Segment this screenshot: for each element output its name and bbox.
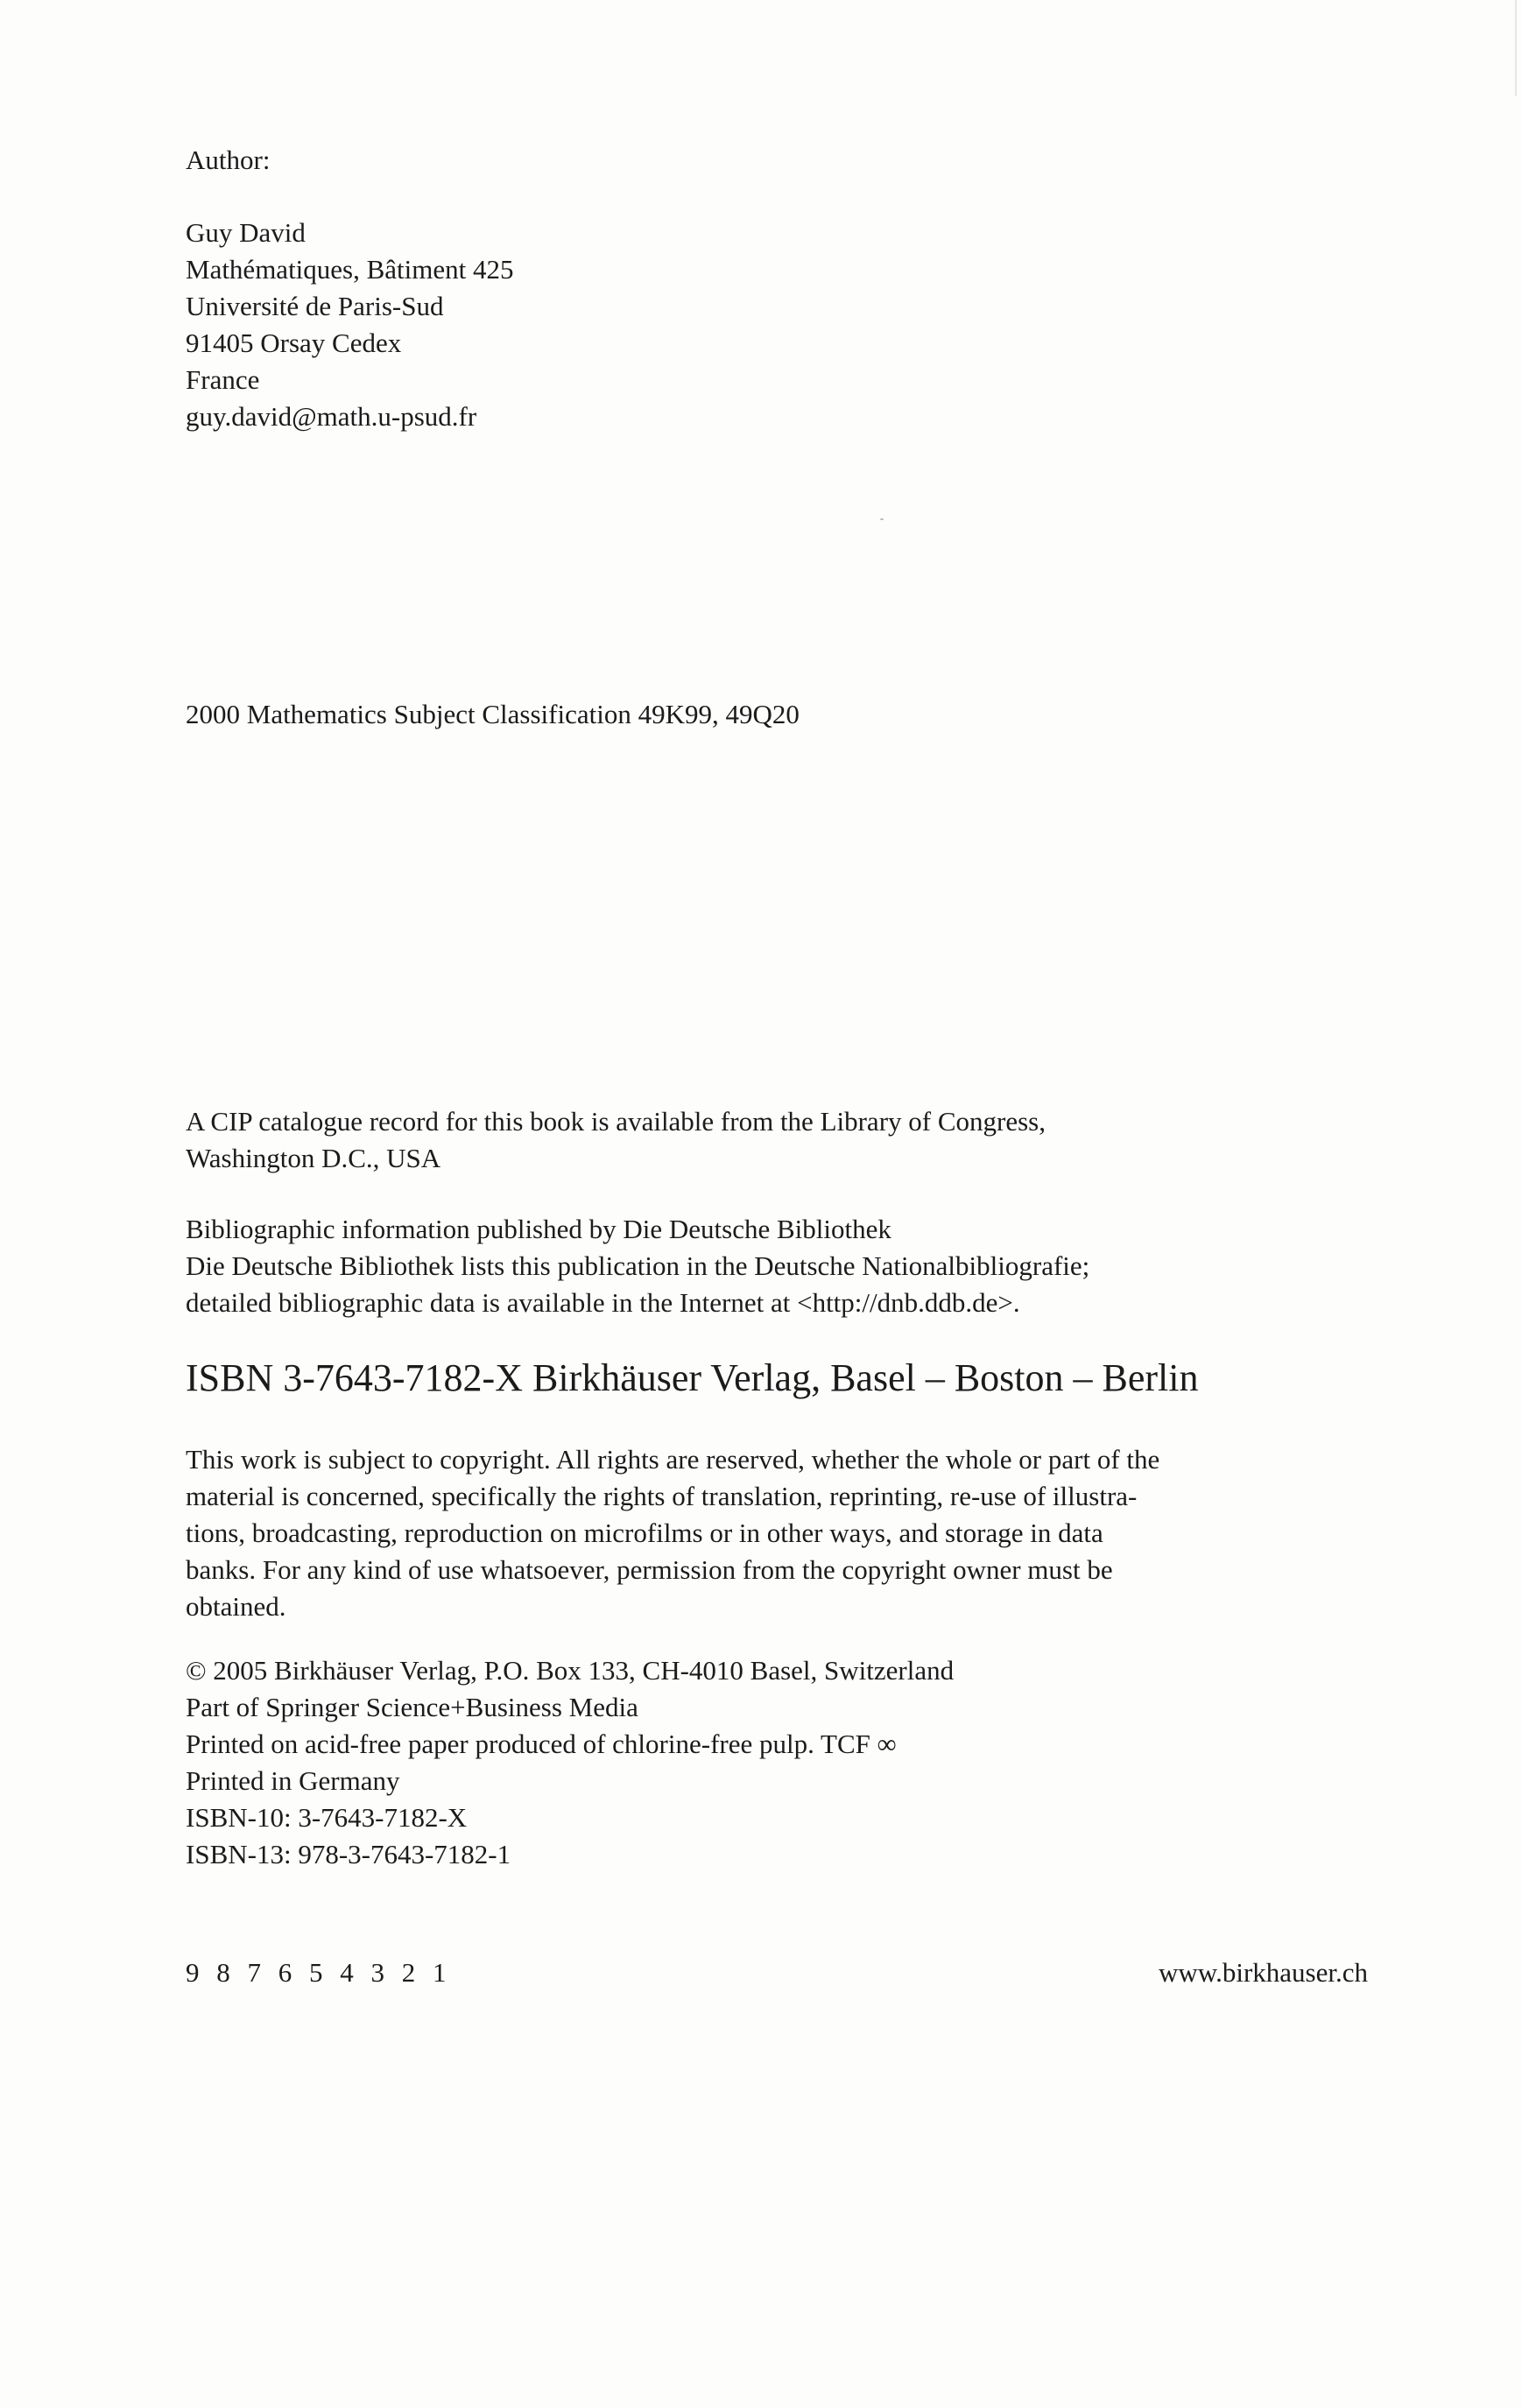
copyright-notice-line: tions, broadcasting, reproduction on microfilms or in other ways, and storage in data [186,1517,1103,1548]
author-address [186,215,514,435]
cip-line: Washington D.C., USA [186,1143,441,1173]
copyright-notice-line: material is concerned, specifically the rights of translation, reprinting, re-use of illustra- [186,1481,1138,1511]
author-name: Guy David [186,217,306,248]
scan-edge-mark [1515,0,1517,96]
isbn-headline: ISBN 3-7643-7182-X Birkhäuser Verlag, Basel – Boston – Berlin [186,1356,1199,1399]
cip-line: A CIP catalogue record for this book is available from the Library of Congress, [186,1106,1046,1137]
publisher-imprint [186,1652,954,1873]
author-department: Mathématiques, Bâtiment 425 [186,254,514,285]
bibliographic-line: Bibliographic information published by Die Deutsche Bibliothek [186,1214,891,1244]
print-run-numbers: 9 8 7 6 5 4 3 2 1 [186,1957,452,1988]
bibliographic-line: detailed bibliographic data is available in the Internet at <http://dnb.ddb.de>. [186,1287,1020,1318]
subject-classification-text: 2000 Mathematics Subject Classification 49K99, 49Q20 [186,699,800,729]
copyright-notice-line: banks. For any kind of use whatsoever, permission from the copyright owner must be [186,1554,1113,1585]
scan-speck [880,518,884,520]
author-heading-text: Author: [186,144,271,175]
imprint-isbn-10: ISBN-10: 3-7643-7182-X [186,1802,468,1833]
copyright-notice [186,1441,1159,1625]
author-heading [186,142,270,179]
author-postal: 91405 Orsay Cedex [186,327,402,358]
imprint-isbn-13: ISBN-13: 978-3-7643-7182-1 [186,1839,511,1869]
copyright-notice-line: This work is subject to copyright. All rights are reserved, whether the whole or part of the [186,1444,1160,1475]
bibliographic-line: Die Deutsche Bibliothek lists this publication in the Deutsche Nationalbibliografie; [186,1250,1090,1281]
author-university: Université de Paris-Sud [186,291,444,321]
bibliographic-information [186,1211,1089,1321]
copyright-notice-line: obtained. [186,1591,286,1622]
imprint-copyright: © 2005 Birkhäuser Verlag, P.O. Box 133, CH-4010 Basel, Switzerland [186,1655,955,1686]
cip-record [186,1103,1046,1177]
imprint-parent-company: Part of Springer Science+Business Media [186,1692,638,1722]
author-email: guy.david@math.u-psud.fr [186,401,477,432]
subject-classification [186,696,800,733]
imprint-printed-in: Printed in Germany [186,1765,400,1796]
author-country: France [186,364,260,395]
publisher-website: www.birkhauser.ch [1158,1957,1368,1988]
imprint-paper: Printed on acid-free paper produced of chlorine-free pulp. TCF ∞ [186,1729,897,1759]
